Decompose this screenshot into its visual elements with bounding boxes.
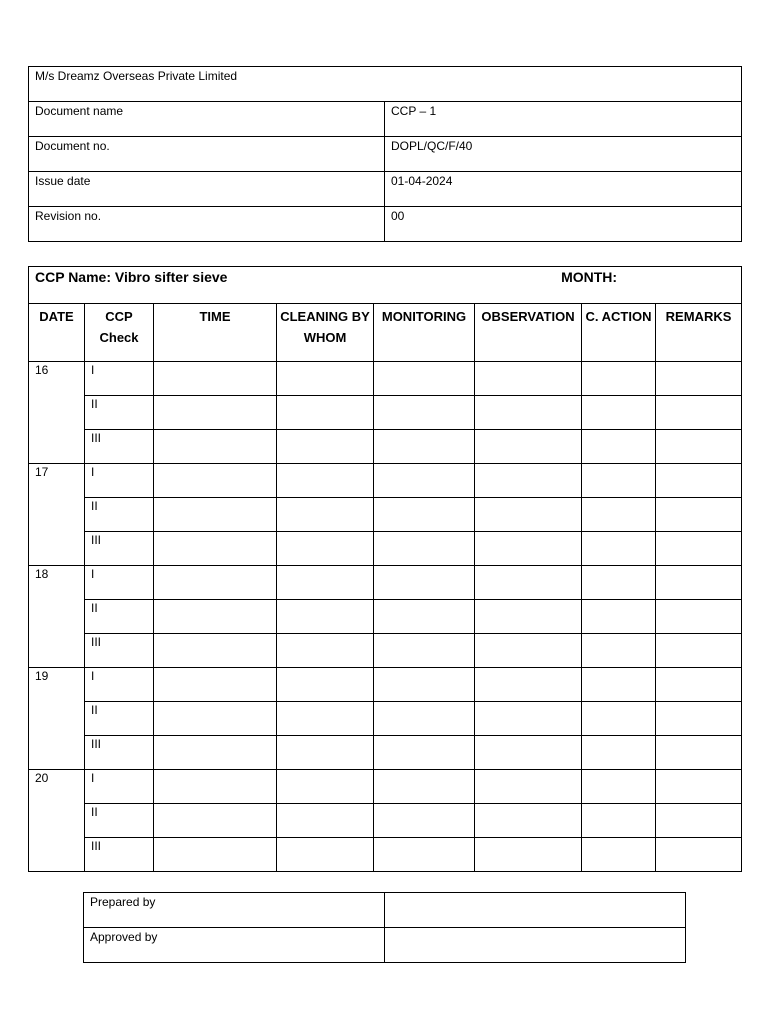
- header-date: DATE: [29, 304, 85, 362]
- remarks-cell[interactable]: [656, 600, 742, 634]
- action-cell[interactable]: [582, 430, 656, 464]
- header-cleaning-by-whom: CLEANING BY WHOM: [277, 304, 374, 362]
- cleaning-cell[interactable]: [277, 770, 374, 804]
- check-cell: I: [85, 464, 154, 498]
- time-cell[interactable]: [154, 736, 277, 770]
- time-cell[interactable]: [154, 634, 277, 668]
- observation-cell[interactable]: [475, 464, 582, 498]
- check-cell: I: [85, 668, 154, 702]
- column-header-row: [29, 304, 742, 362]
- info-row: [29, 172, 742, 207]
- cleaning-cell[interactable]: [277, 430, 374, 464]
- revision-no-label: Revision no.: [29, 207, 385, 242]
- table-row: [29, 396, 742, 430]
- table-row: [29, 668, 742, 702]
- info-row: [29, 102, 742, 137]
- remarks-cell[interactable]: [656, 566, 742, 600]
- observation-cell[interactable]: [475, 668, 582, 702]
- action-cell[interactable]: [582, 362, 656, 396]
- table-row: [29, 770, 742, 804]
- date-cell: 19: [29, 668, 85, 770]
- action-cell[interactable]: [582, 736, 656, 770]
- table-row: [29, 498, 742, 532]
- document-no-value: DOPL/QC/F/40: [385, 137, 742, 172]
- cleaning-cell[interactable]: [277, 464, 374, 498]
- ccp-title-row: [29, 267, 742, 304]
- action-cell[interactable]: [582, 498, 656, 532]
- remarks-cell[interactable]: [656, 804, 742, 838]
- document-name-value: CCP – 1: [385, 102, 742, 137]
- document-no-label: Document no.: [29, 137, 385, 172]
- observation-cell[interactable]: [475, 396, 582, 430]
- cleaning-cell[interactable]: [277, 362, 374, 396]
- check-cell: III: [85, 838, 154, 872]
- remarks-cell[interactable]: [656, 770, 742, 804]
- table-row: [29, 464, 742, 498]
- cleaning-cell[interactable]: [277, 396, 374, 430]
- monitoring-cell[interactable]: [374, 736, 475, 770]
- prepared-row: [84, 893, 686, 928]
- time-cell[interactable]: [154, 600, 277, 634]
- issue-date-label: Issue date: [29, 172, 385, 207]
- check-cell: III: [85, 736, 154, 770]
- cleaning-cell[interactable]: [277, 838, 374, 872]
- monitoring-cell[interactable]: [374, 804, 475, 838]
- check-cell: II: [85, 498, 154, 532]
- check-cell: I: [85, 770, 154, 804]
- action-cell[interactable]: [582, 702, 656, 736]
- check-cell: II: [85, 600, 154, 634]
- monitoring-cell[interactable]: [374, 838, 475, 872]
- observation-cell[interactable]: [475, 498, 582, 532]
- cleaning-cell[interactable]: [277, 702, 374, 736]
- remarks-cell[interactable]: [656, 634, 742, 668]
- remarks-cell[interactable]: [656, 736, 742, 770]
- observation-cell[interactable]: [475, 600, 582, 634]
- monitoring-cell[interactable]: [374, 600, 475, 634]
- action-cell[interactable]: [582, 668, 656, 702]
- company-name: M/s Dreamz Overseas Private Limited: [29, 67, 742, 102]
- remarks-cell[interactable]: [656, 396, 742, 430]
- header-observation: OBSERVATION: [475, 304, 582, 362]
- table-row: [29, 702, 742, 736]
- header-monitoring: MONITORING: [374, 304, 475, 362]
- action-cell[interactable]: [582, 566, 656, 600]
- monitoring-cell[interactable]: [374, 498, 475, 532]
- time-cell[interactable]: [154, 498, 277, 532]
- action-cell[interactable]: [582, 634, 656, 668]
- month-label: MONTH:: [561, 269, 618, 285]
- monitoring-cell[interactable]: [374, 566, 475, 600]
- remarks-cell[interactable]: [656, 668, 742, 702]
- action-cell[interactable]: [582, 804, 656, 838]
- date-cell: 16: [29, 362, 85, 464]
- check-cell: III: [85, 634, 154, 668]
- date-cell: 18: [29, 566, 85, 668]
- table-row: [29, 532, 742, 566]
- header-time: TIME: [154, 304, 277, 362]
- info-row: [29, 137, 742, 172]
- document-info-table: [28, 66, 742, 242]
- table-row: [29, 362, 742, 396]
- time-cell[interactable]: [154, 668, 277, 702]
- monitoring-cell[interactable]: [374, 668, 475, 702]
- remarks-cell[interactable]: [656, 702, 742, 736]
- table-row: [29, 838, 742, 872]
- cleaning-cell[interactable]: [277, 736, 374, 770]
- table-row: [29, 634, 742, 668]
- cleaning-cell[interactable]: [277, 498, 374, 532]
- prepared-by-label: Prepared by: [84, 893, 385, 928]
- info-row: [29, 207, 742, 242]
- time-cell[interactable]: [154, 838, 277, 872]
- monitoring-cell[interactable]: [374, 362, 475, 396]
- ccp-title-cell: [29, 267, 742, 304]
- issue-date-value: 01-04-2024: [385, 172, 742, 207]
- company-row: [29, 67, 742, 102]
- observation-cell[interactable]: [475, 838, 582, 872]
- approved-by-field[interactable]: [385, 928, 686, 963]
- check-cell: II: [85, 396, 154, 430]
- check-cell: II: [85, 804, 154, 838]
- action-cell[interactable]: [582, 532, 656, 566]
- observation-cell[interactable]: [475, 736, 582, 770]
- remarks-cell[interactable]: [656, 430, 742, 464]
- time-cell[interactable]: [154, 566, 277, 600]
- observation-cell[interactable]: [475, 532, 582, 566]
- observation-cell[interactable]: [475, 566, 582, 600]
- monitoring-cell[interactable]: [374, 702, 475, 736]
- action-cell[interactable]: [582, 464, 656, 498]
- approved-by-label: Approved by: [84, 928, 385, 963]
- observation-cell[interactable]: [475, 804, 582, 838]
- action-cell[interactable]: [582, 396, 656, 430]
- monitoring-cell[interactable]: [374, 396, 475, 430]
- monitoring-cell[interactable]: [374, 532, 475, 566]
- cleaning-cell[interactable]: [277, 566, 374, 600]
- remarks-cell[interactable]: [656, 532, 742, 566]
- signoff-table: [83, 892, 686, 963]
- cleaning-cell[interactable]: [277, 600, 374, 634]
- cleaning-cell[interactable]: [277, 532, 374, 566]
- observation-cell[interactable]: [475, 634, 582, 668]
- ccp-name: CCP Name: Vibro sifter sieve: [35, 269, 228, 285]
- action-cell[interactable]: [582, 838, 656, 872]
- table-row: [29, 600, 742, 634]
- header-c-action: C. ACTION: [582, 304, 656, 362]
- observation-cell[interactable]: [475, 362, 582, 396]
- remarks-cell[interactable]: [656, 498, 742, 532]
- monitoring-cell[interactable]: [374, 464, 475, 498]
- remarks-cell[interactable]: [656, 464, 742, 498]
- table-row: [29, 566, 742, 600]
- date-cell: 17: [29, 464, 85, 566]
- approved-row: [84, 928, 686, 963]
- remarks-cell[interactable]: [656, 838, 742, 872]
- cleaning-cell[interactable]: [277, 634, 374, 668]
- time-cell[interactable]: [154, 464, 277, 498]
- action-cell[interactable]: [582, 770, 656, 804]
- check-cell: I: [85, 362, 154, 396]
- remarks-cell[interactable]: [656, 362, 742, 396]
- time-cell[interactable]: [154, 396, 277, 430]
- action-cell[interactable]: [582, 600, 656, 634]
- revision-no-value: 00: [385, 207, 742, 242]
- observation-cell[interactable]: [475, 702, 582, 736]
- check-cell: III: [85, 430, 154, 464]
- monitoring-cell[interactable]: [374, 634, 475, 668]
- cleaning-cell[interactable]: [277, 668, 374, 702]
- check-cell: I: [85, 566, 154, 600]
- observation-cell[interactable]: [475, 770, 582, 804]
- monitoring-cell[interactable]: [374, 770, 475, 804]
- table-row: [29, 430, 742, 464]
- check-cell: III: [85, 532, 154, 566]
- date-cell: 20: [29, 770, 85, 872]
- time-cell[interactable]: [154, 362, 277, 396]
- table-row: [29, 736, 742, 770]
- check-cell: II: [85, 702, 154, 736]
- ccp-monitoring-table: [28, 266, 742, 872]
- document-name-label: Document name: [29, 102, 385, 137]
- time-cell[interactable]: [154, 430, 277, 464]
- time-cell[interactable]: [154, 804, 277, 838]
- prepared-by-field[interactable]: [385, 893, 686, 928]
- observation-cell[interactable]: [475, 430, 582, 464]
- time-cell[interactable]: [154, 702, 277, 736]
- header-remarks: REMARKS: [656, 304, 742, 362]
- time-cell[interactable]: [154, 770, 277, 804]
- time-cell[interactable]: [154, 532, 277, 566]
- cleaning-cell[interactable]: [277, 804, 374, 838]
- header-ccp-check: CCP Check: [85, 304, 154, 362]
- monitoring-cell[interactable]: [374, 430, 475, 464]
- table-row: [29, 804, 742, 838]
